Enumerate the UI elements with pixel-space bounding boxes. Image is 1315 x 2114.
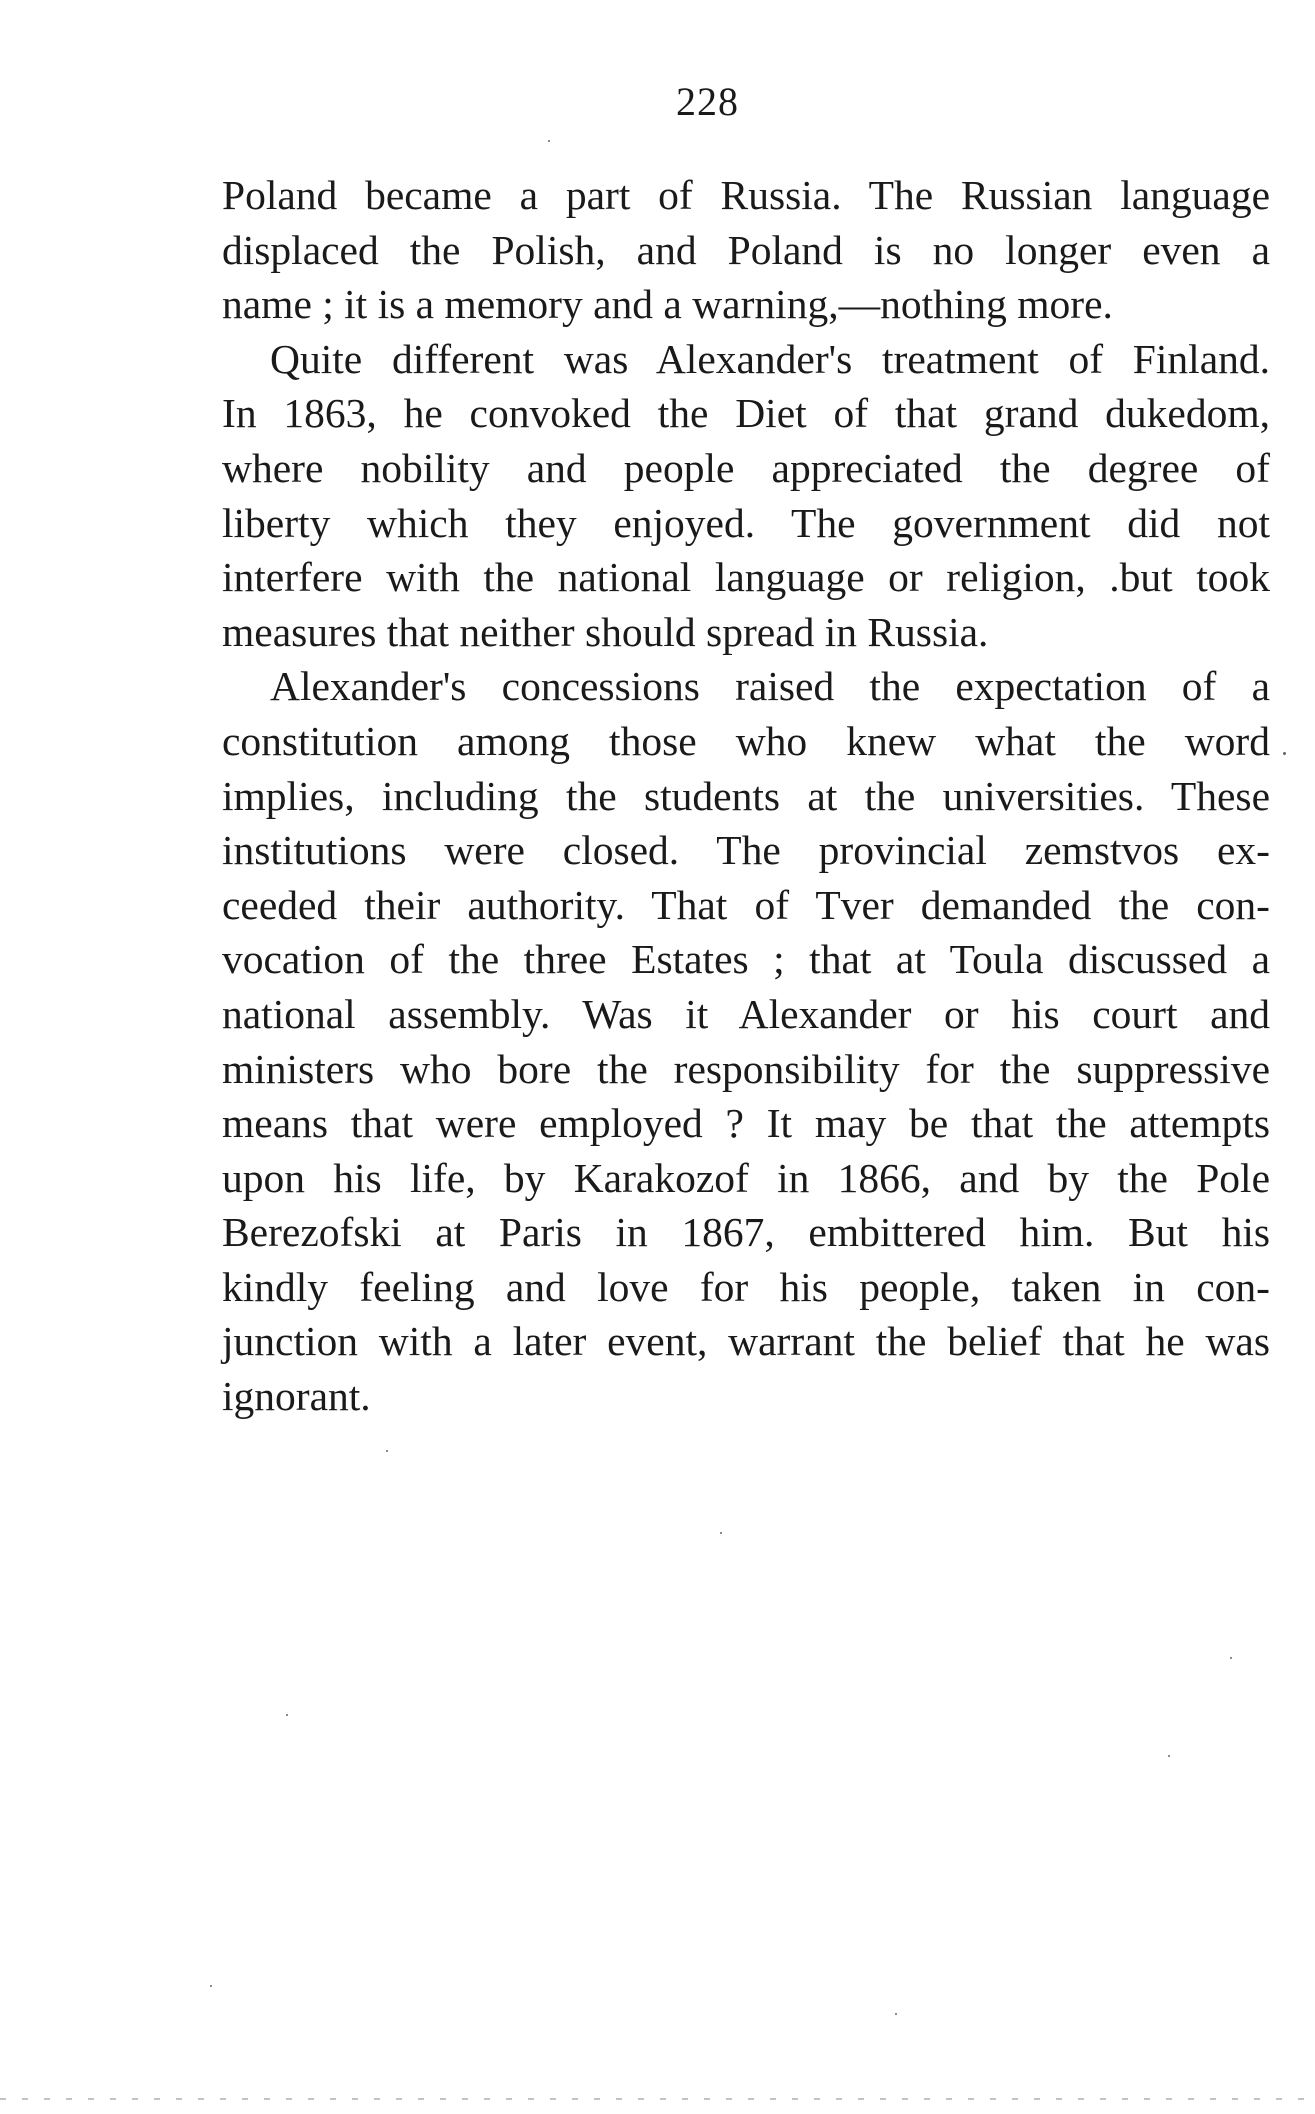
scan-speck [386,1450,388,1452]
text-line: In 1863, he convoked the Diet of that grand dukedom, [222,390,1270,437]
text-line: interfere with the national language or religion, .but took [222,554,1270,601]
scan-speck [1283,752,1286,755]
scan-speck [1168,1755,1170,1757]
text-line: where nobility and people appreciated the degree of [222,444,1270,491]
paragraph-3 [222,659,1270,1423]
scan-speck [895,2013,897,2015]
text-line: Quite different was Alexander's treatment of Finland. [270,335,1270,382]
text-line: institutions were closed. The provincial zemstvos ex- [222,827,1270,874]
text-line: constitution among those who knew what the word [222,717,1270,764]
text-line: kindly feeling and love for his people, taken in con- [222,1263,1270,1310]
scan-speck [720,1532,722,1534]
text-line: national assembly. Was it Alexander or his court and [222,990,1270,1037]
text-line: vocation of the three Estates ; that at Toula discussed a [222,936,1270,983]
scan-speck [1230,1657,1232,1659]
text-line: displaced the Polish, and Poland is no longer even a [222,226,1270,273]
text-line: ceeded their authority. That of Tver demanded the con- [222,881,1270,928]
text-line: Poland became a part of Russia. The Russian language [222,172,1270,218]
scan-edge-artifact [0,2098,1315,2100]
text-line: liberty which they enjoyed. The government did not [222,499,1270,546]
text-line: ministers who bore the responsibility for the suppressive [222,1045,1270,1092]
text-line: junction with a later event, warrant the belief that he was [222,1318,1270,1365]
text-line: implies, including the students at the universities. These [222,772,1270,819]
text-line: upon his life, by Karakozof in 1866, and by the Pole [222,1154,1270,1201]
scan-speck [286,1714,288,1716]
paragraph-2 [222,332,1270,660]
scan-speck [210,1985,212,1987]
body-text [222,168,1270,1424]
paragraph-1 [222,168,1270,332]
text-line: Berezofski at Paris in 1867, embittered him. But his [222,1209,1270,1256]
text-line: measures that neither should spread in Russia. [222,608,989,655]
text-line: name ; it is a memory and a warning,—nothing more. [222,281,1113,328]
text-line: Alexander's concessions raised the expectation of a [270,663,1270,710]
text-line: means that were employed ? It may be that the attempts [222,1100,1270,1147]
scan-speck [548,140,550,142]
page-number: 228 [676,79,739,124]
text-line: ignorant. [222,1373,371,1420]
